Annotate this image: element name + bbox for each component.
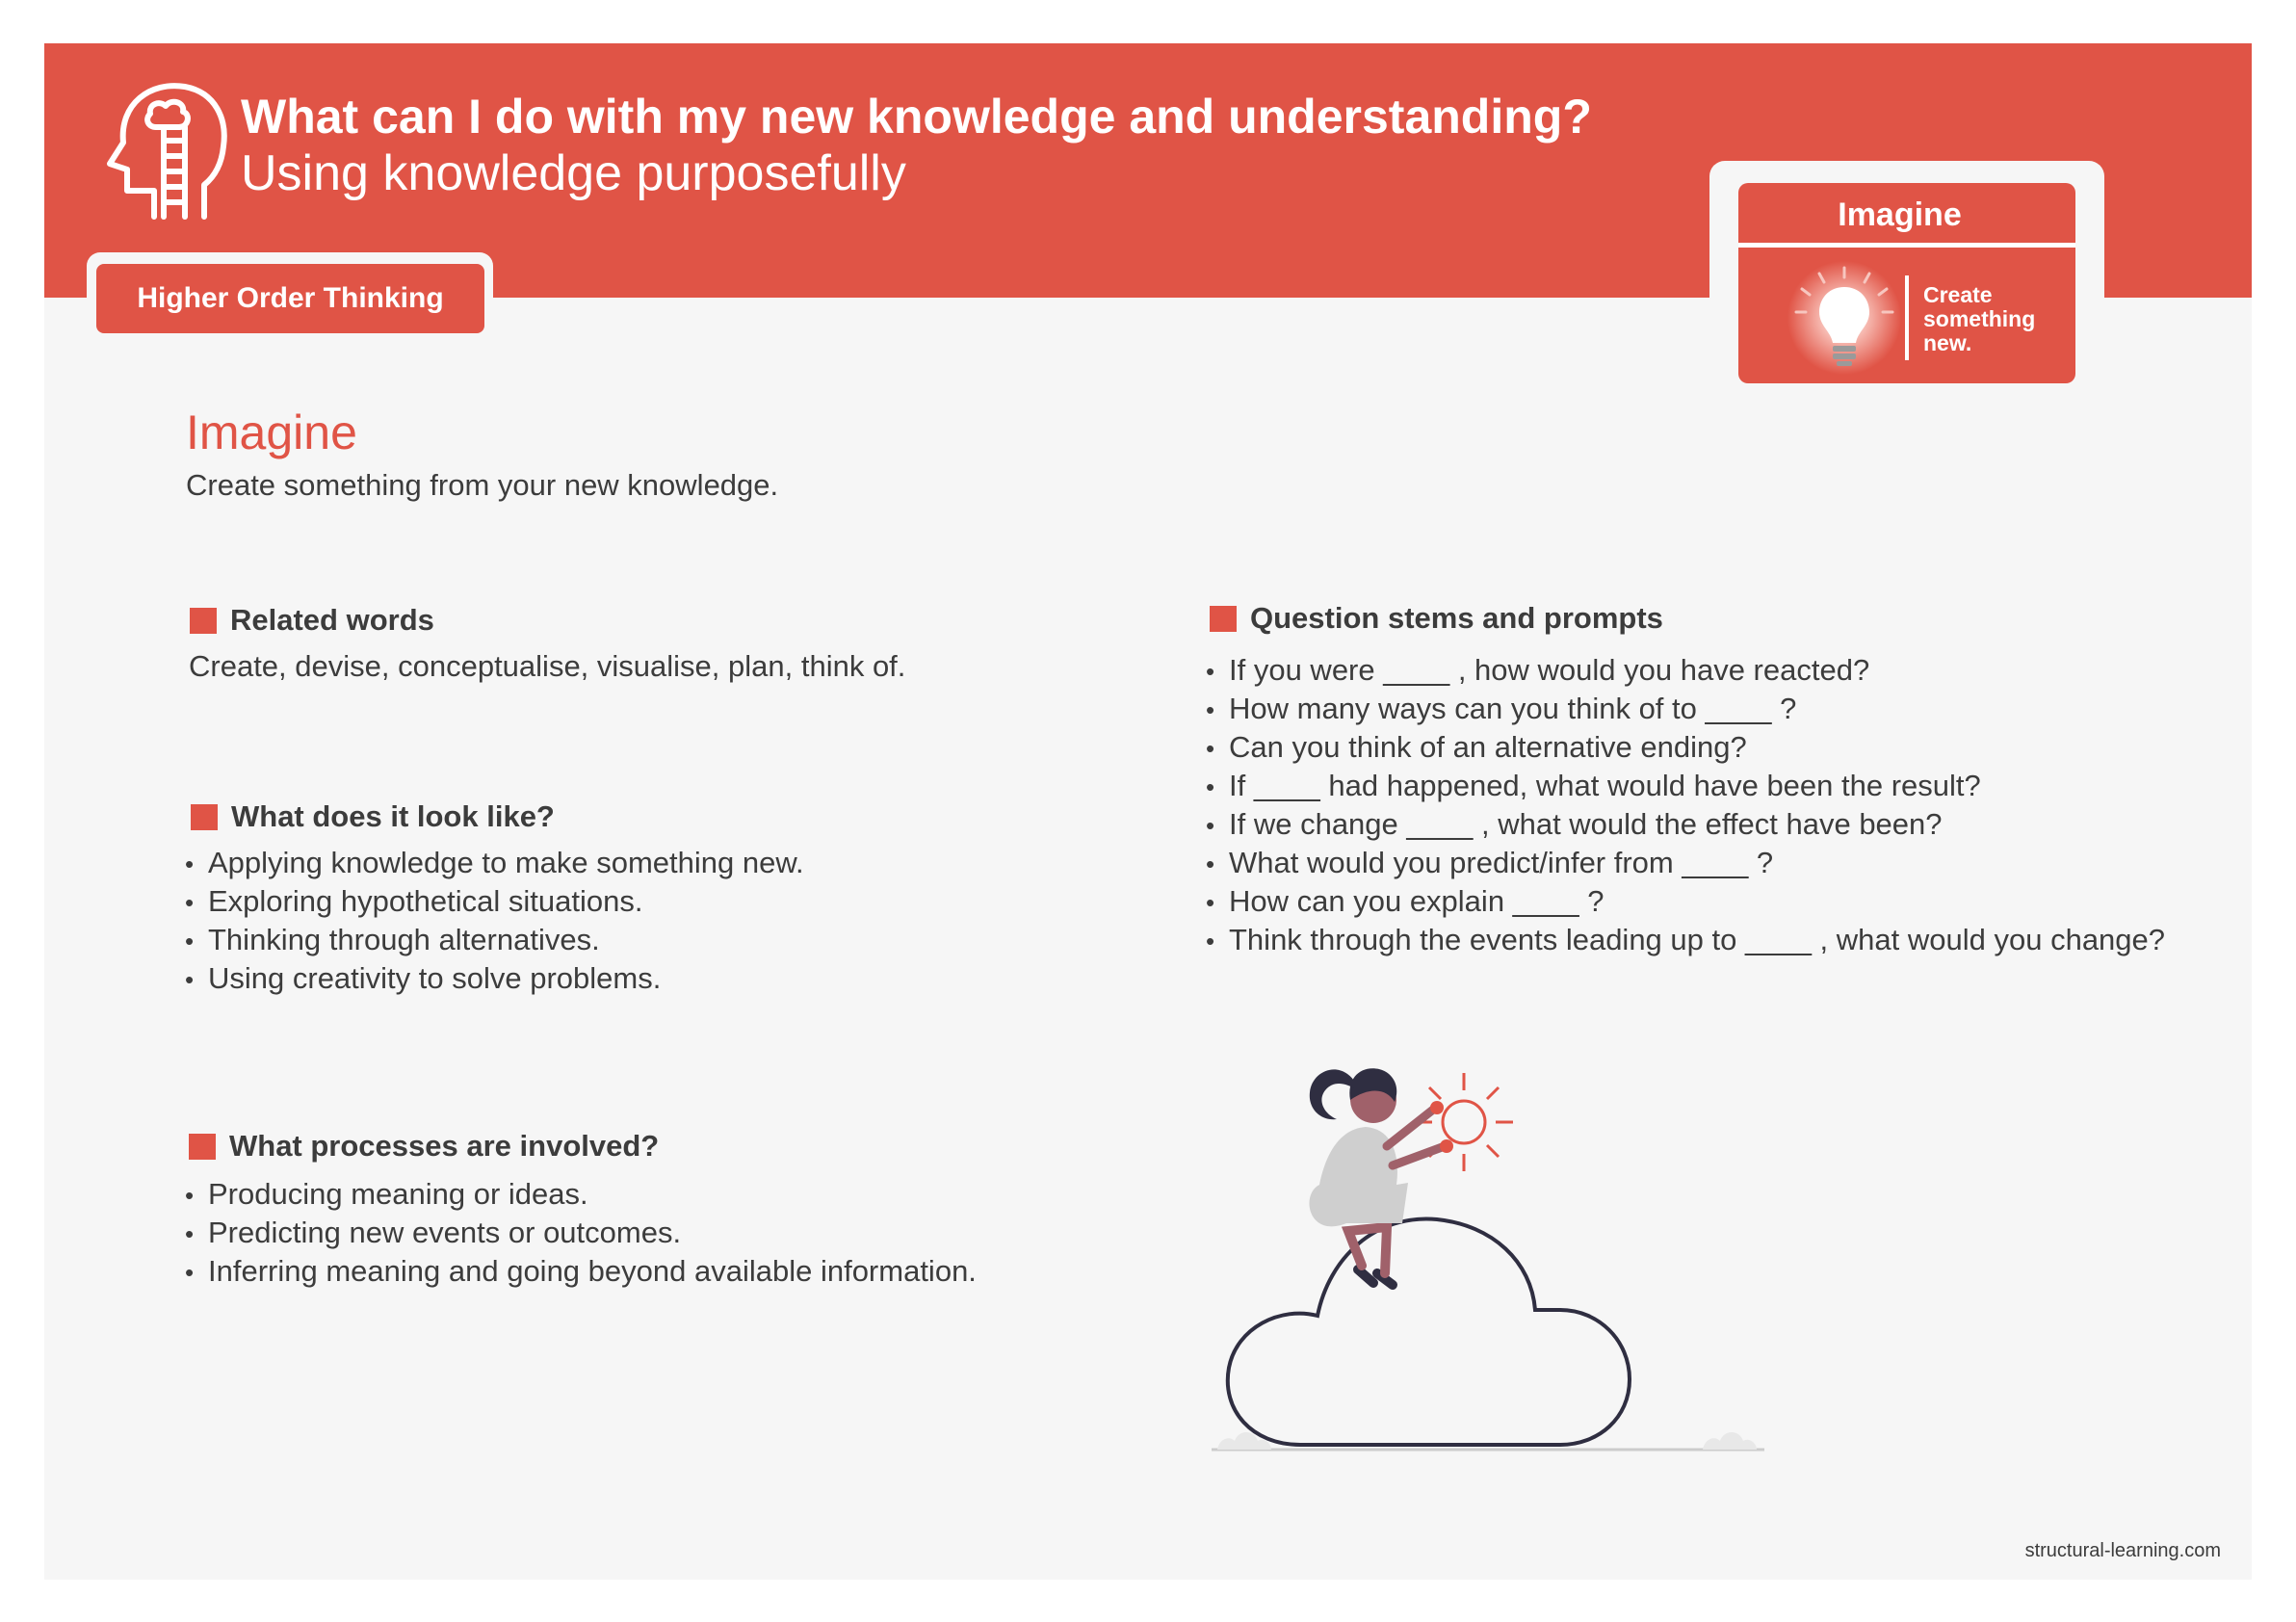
woman-on-cloud-with-sun-illustration [1204, 1021, 1782, 1464]
list-item: • Using creativity to solve problems. [185, 959, 804, 998]
lightbulb-icon [1777, 258, 1912, 383]
list-item: • Producing meaning or ideas. [185, 1175, 977, 1214]
list-item: • How many ways can you think of to ____ ? [1206, 690, 2165, 728]
list-item: • Inferring meaning and going beyond available information. [185, 1252, 977, 1291]
related-words-text: Create, devise, conceptualise, visualise, plan, think of. [189, 649, 906, 683]
square-bullet-icon [191, 804, 218, 830]
list-item: • What would you predict/infer from ____ ? [1206, 844, 2165, 882]
list-item: • If we change ____ , what would the effect have been? [1206, 805, 2165, 844]
card-title: Imagine [1838, 196, 1962, 233]
page-subtitle: Using knowledge purposefully [241, 145, 906, 201]
summary-card [1738, 183, 2075, 383]
list-item: • Applying knowledge to make something new. [185, 844, 804, 882]
square-bullet-icon [190, 608, 217, 634]
list-item: • Thinking through alternatives. [185, 921, 804, 959]
question-stems-heading: Question stems and prompts [1210, 601, 1663, 636]
question-stems-list [1206, 651, 2165, 959]
list-item: • How can you explain ____ ? [1206, 882, 2165, 921]
card-vertical-divider [1905, 275, 1909, 360]
section-description: Create something from your new knowledge. [186, 468, 779, 502]
list-item: • Predicting new events or outcomes. [185, 1214, 977, 1252]
card-divider-line [1738, 243, 2075, 248]
section-title: Imagine [186, 406, 357, 459]
square-bullet-icon [1210, 606, 1237, 632]
looks-like-heading: What does it look like? [191, 799, 555, 834]
processes-list [185, 1175, 977, 1291]
processes-heading: What processes are involved? [189, 1129, 659, 1164]
related-words-heading: Related words [190, 603, 434, 638]
list-item: • Think through the events leading up to ____ , what would you change? [1206, 921, 2165, 959]
tab-higher-order-thinking: Higher Order Thinking [96, 264, 484, 333]
list-item: • If you were ____ , how would you have reacted? [1206, 651, 2165, 690]
list-item: • Exploring hypothetical situations. [185, 882, 804, 921]
footer-website: structural-learning.com [2024, 1540, 2221, 1561]
page-title: What can I do with my new knowledge and understanding? [241, 90, 1592, 144]
head-ladder-icon [96, 77, 231, 222]
square-bullet-icon [189, 1134, 216, 1160]
card-text: Create something new. [1923, 282, 2036, 355]
list-item: • If ____ had happened, what would have been the result? [1206, 767, 2165, 805]
list-item: • Can you think of an alternative ending? [1206, 728, 2165, 767]
looks-like-list [185, 844, 804, 998]
